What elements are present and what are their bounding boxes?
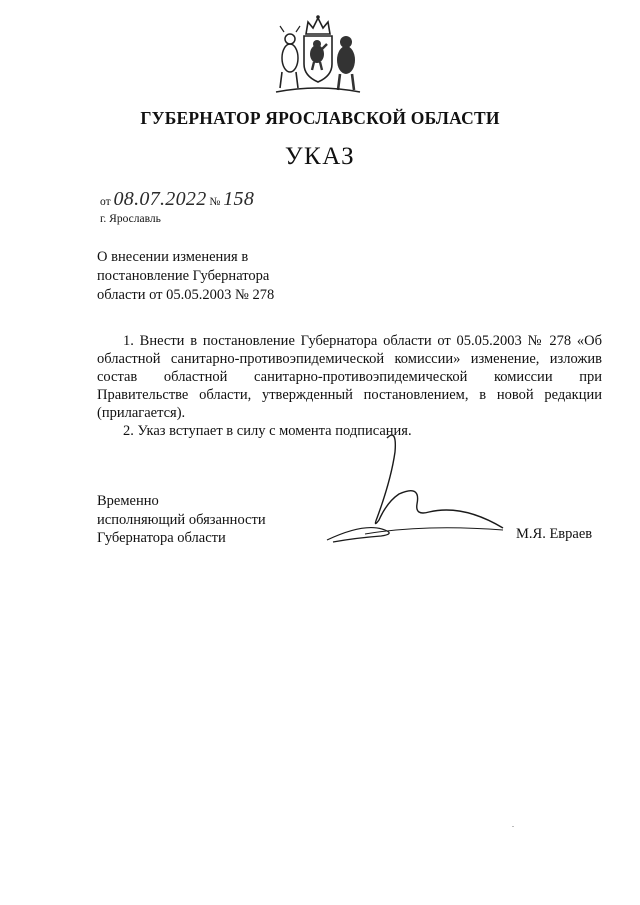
decree-item: 1. Внести в постановление Губернатора области от 05.05.2003 № 278 «Об областной санитарно-противоэпидемической комиссии» изменение, изложив состав областной санитарно-противоэпидемической комиссии при Правительстве области, утвержденный постановлением, в новой редакции (прилагается).	[97, 333, 602, 421]
signatory-title	[97, 492, 266, 548]
date-prefix: от	[100, 196, 111, 208]
signatory-title-line: Временно	[97, 493, 159, 509]
coat-of-arms-icon	[270, 14, 366, 96]
subject-line: области от 05.05.2003 № 278	[97, 287, 275, 303]
subject-line: О внесении изменения в	[97, 249, 249, 265]
subject-heading	[97, 248, 274, 305]
handwritten-number: 158	[223, 188, 255, 210]
scan-speck	[512, 826, 514, 827]
decree-body	[97, 332, 602, 440]
signatory-title-line: исполняющий обязанности	[97, 511, 266, 528]
issuing-authority: ГУБЕРНАТОР ЯРОСЛАВСКОЙ ОБЛАСТИ	[140, 108, 500, 128]
document-type: УКАЗ	[284, 143, 356, 170]
date-line	[100, 188, 254, 211]
number-prefix: №	[209, 196, 221, 208]
signatory-name: М.Я. Евраев	[516, 526, 593, 542]
decree-item: 2. Указ вступает в силу с момента подписания.	[123, 423, 412, 439]
place-of-issue: г. Ярославль	[100, 213, 161, 225]
subject-line: постановление Губернатора	[97, 268, 270, 284]
signatory-title-line: Губернатора области	[97, 530, 226, 546]
handwritten-signature	[325, 430, 505, 550]
handwritten-date: 08.07.2022	[113, 188, 207, 210]
